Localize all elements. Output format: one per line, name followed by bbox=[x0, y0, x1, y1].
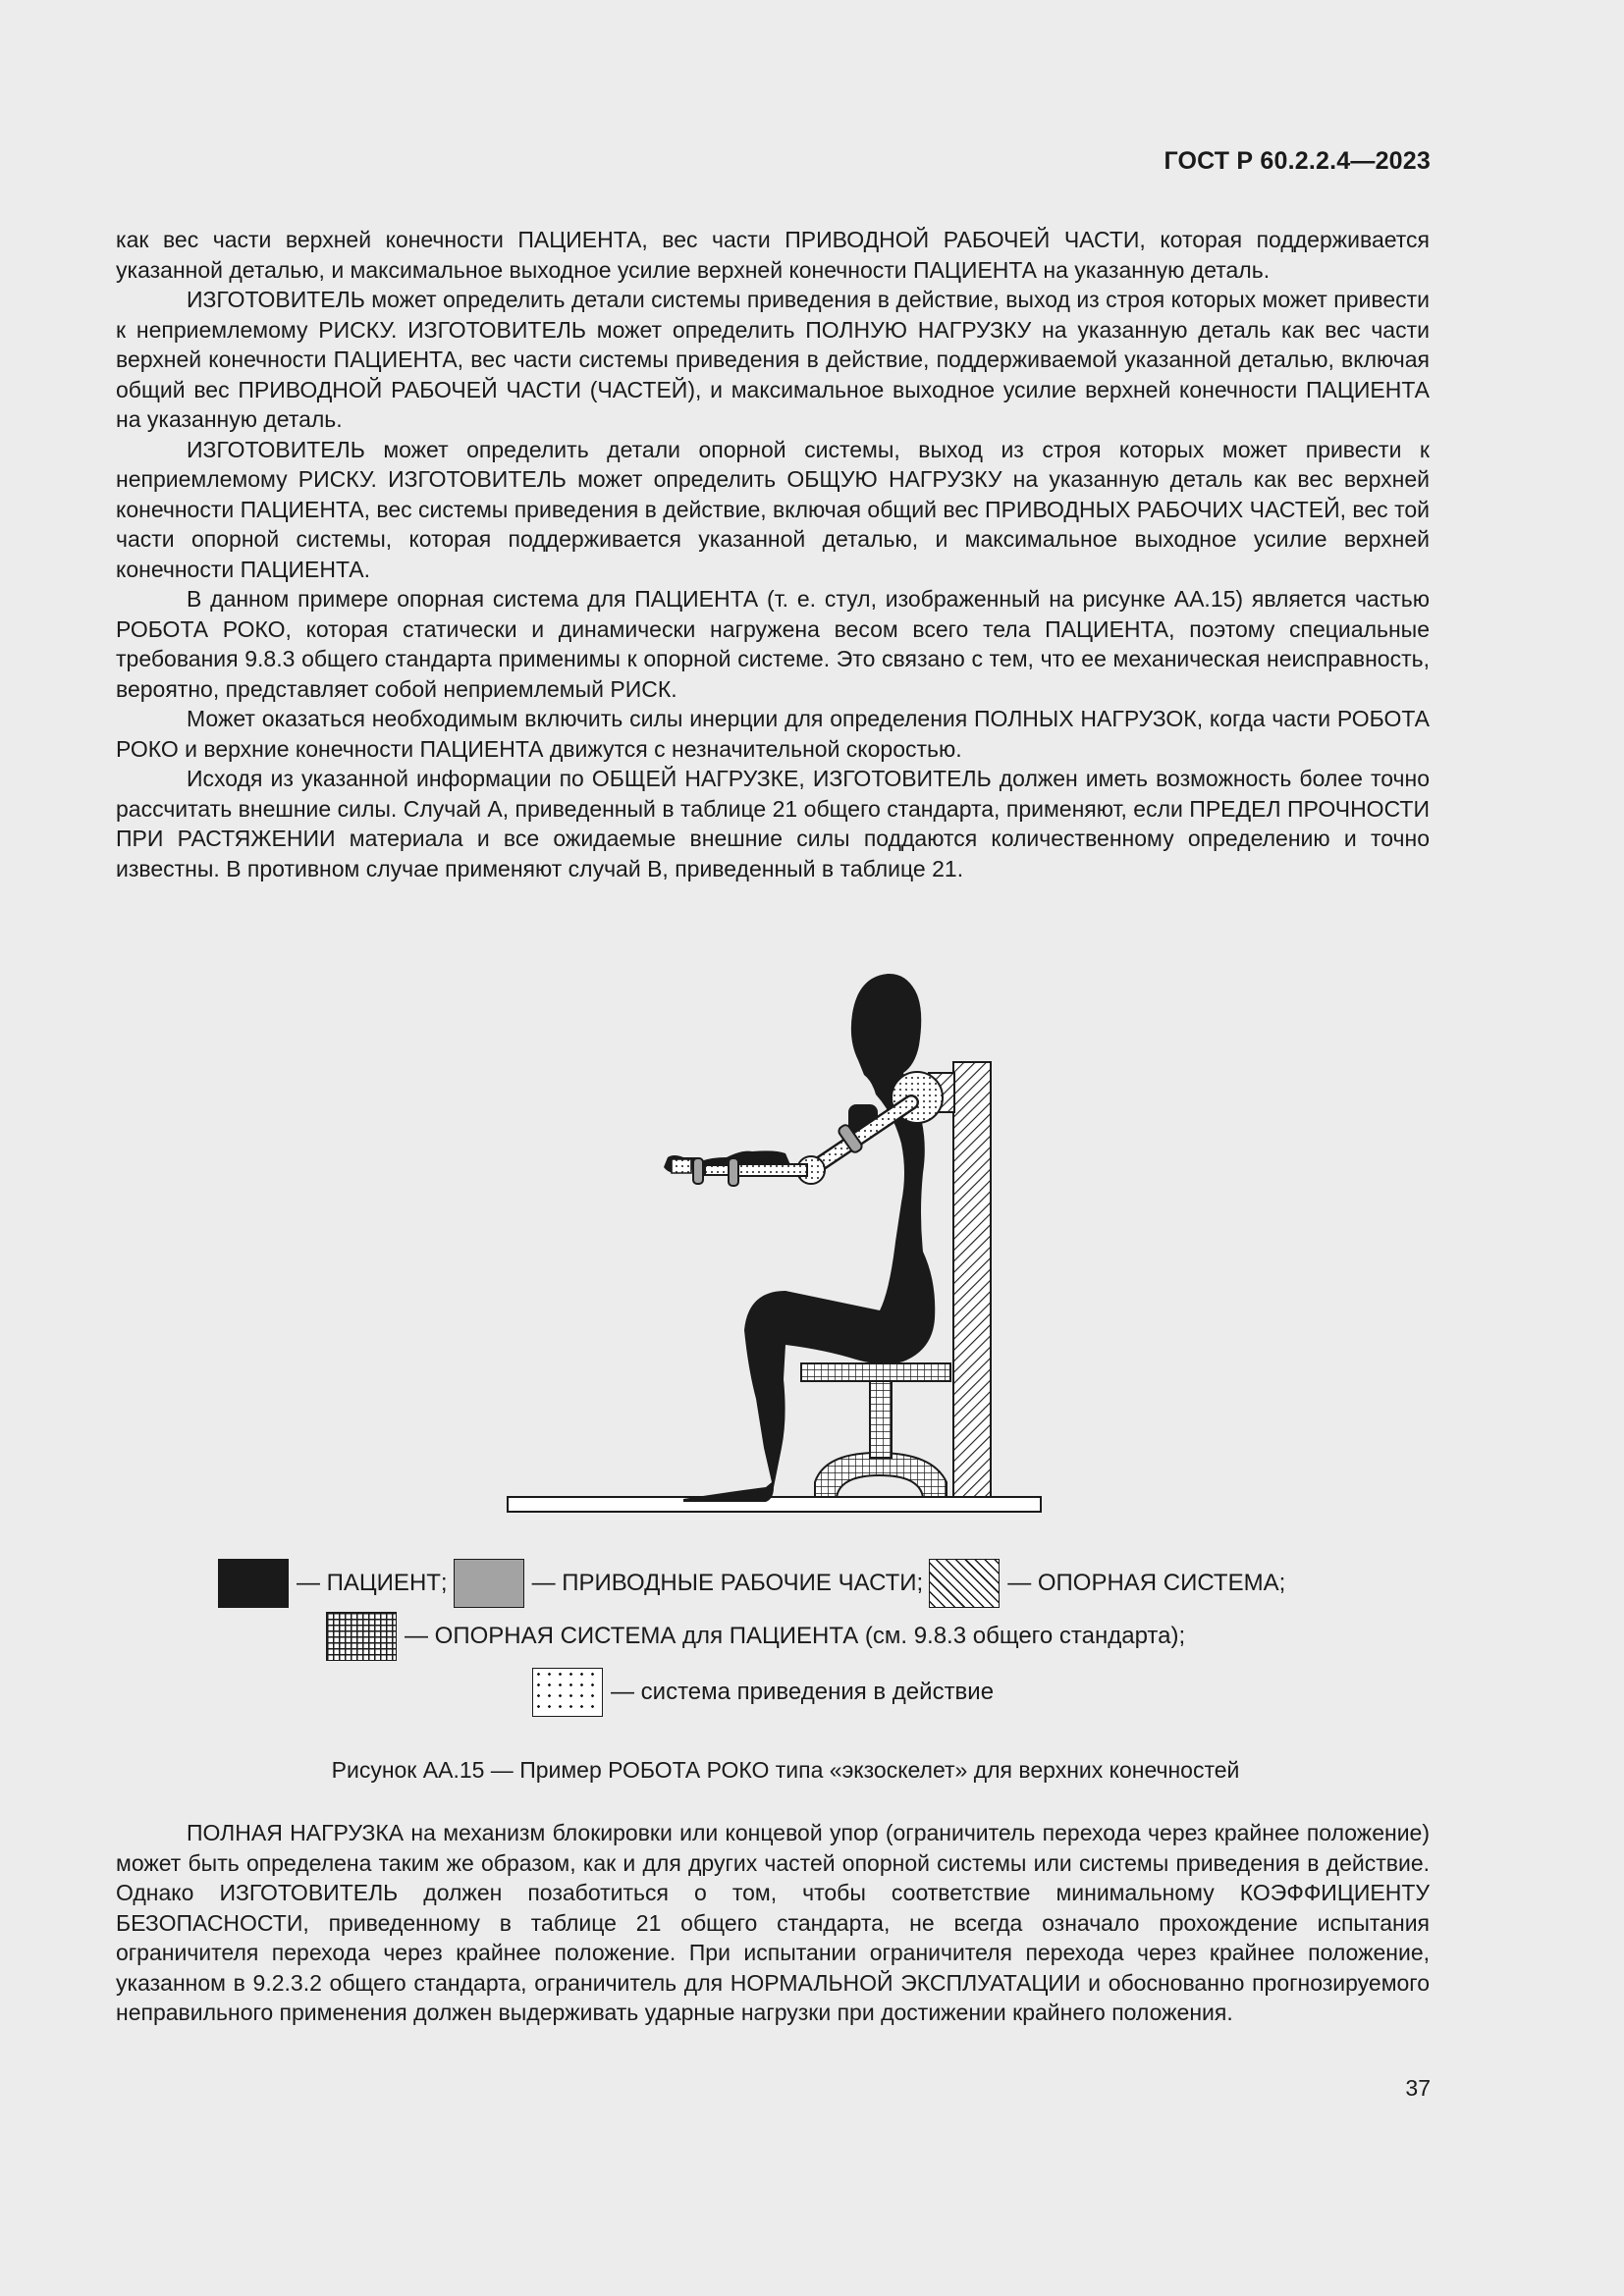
legend-label-drive-parts: — ПРИВОДНЫЕ РАБОЧИЕ ЧАСТИ; bbox=[531, 1570, 924, 1596]
paragraph: ИЗГОТОВИТЕЛЬ может определить детали системы приведения в действие, выход из строя которых может привести к неприемлемому РИСКУ. ИЗГОТОВИТЕЛЬ может определить ПОЛНУЮ НАГРУЗКУ на указанную деталь как вес части верхней конечности ПАЦИЕНТА, вес части системы приведения в действие, поддерживаемой указанной деталью, включая общий вес ПРИВОДНОЙ РАБОЧЕЙ ЧАСТИ (ЧАСТЕЙ), и максимальное выходное усилие верхней конечности ПАЦИЕНТА на указанную деталь. bbox=[116, 287, 1430, 432]
chair-seat bbox=[801, 1363, 950, 1381]
legend-swatch-drive-parts bbox=[454, 1559, 524, 1608]
paragraph: как вес части верхней конечности ПАЦИЕНТА, вес части ПРИВОДНОЙ РАБОЧЕЙ ЧАСТИ, которая поддерживается указанной деталью, и максимальное выходное усилие верхней конечности ПАЦИЕНТА на указанную деталь. bbox=[116, 227, 1430, 283]
legend-swatch-actuation-system bbox=[532, 1668, 603, 1717]
legend-row-2 bbox=[326, 1612, 1185, 1661]
standard-designation: ГОСТ Р 60.2.2.4—2023 bbox=[1164, 147, 1431, 175]
legend-swatch-patient-support bbox=[326, 1612, 397, 1661]
floor bbox=[508, 1497, 1041, 1512]
paragraph: Может оказаться необходимым включить силы инерции для определения ПОЛНЫХ НАГРУЗОК, когда части РОБОТА РОКО и верхние конечности ПАЦИЕНТА движутся с незначительной скоростью. bbox=[116, 706, 1430, 762]
paragraph: Исходя из указанной информации по ОБЩЕЙ НАГРУЗКЕ, ИЗГОТОВИТЕЛЬ должен иметь возможность более точно рассчитать внешние силы. Случай А, приведенный в таблице 21 общего стандарта, применяют, если ПРЕДЕЛ ПРОЧНОСТИ ПРИ РАСТЯЖЕНИИ материала и все ожидаемые внешние силы поддаются количественному определению и точно известны. В противном случае применяют случай В, приведенный в таблице 21. bbox=[116, 766, 1430, 881]
body-text-top bbox=[116, 225, 1430, 883]
patient-silhouette bbox=[664, 974, 935, 1502]
exoskeleton-figure bbox=[491, 957, 1080, 1531]
chair-base bbox=[815, 1453, 947, 1497]
legend-label-patient-support: — ОПОРНАЯ СИСТЕМА для ПАЦИЕНТА (см. 9.8.3 общего стандарта); bbox=[405, 1623, 1186, 1649]
legend-row-3 bbox=[532, 1668, 994, 1717]
legend-label-patient: — ПАЦИЕНТ; bbox=[297, 1570, 448, 1596]
legend-label-actuation-system: — система приведения в действие bbox=[611, 1679, 995, 1705]
legend-swatch-support-system bbox=[929, 1559, 1000, 1608]
paragraph: ПОЛНАЯ НАГРУЗКА на механизм блокировки или концевой упор (ограничитель перехода через крайнее положение) может быть определена таким же образом, как и для других частей опорной системы или системы приведения в действие. Однако ИЗГОТОВИТЕЛЬ должен позаботиться о том, чтобы соответствие минимальному КОЭФФИЦИЕНТУ БЕЗОПАСНОСТИ, приведенному в таблице 21 общего стандарта, не всегда означало прохождение испытания ограничителя перехода через крайнее положение. При испытании ограничителя перехода через крайнее положение, указанном в 9.2.3.2 общего стандарта, ограничитель для НОРМАЛЬНОЙ ЭКСПЛУАТАЦИИ и обоснованно прогнозируемого неправильного применения должен выдерживать ударные нагрузки при достижении крайнего положения. bbox=[116, 1820, 1430, 2025]
paragraph: ИЗГОТОВИТЕЛЬ может определить детали опорной системы, выход из строя которых может привести к неприемлемому РИСКУ. ИЗГОТОВИТЕЛЬ может определить ОБЩУЮ НАГРУЗКУ на указанную деталь как вес верхней конечности ПАЦИЕНТА, вес системы приведения в действие, включая общий вес ПРИВОДНЫХ РАБОЧИХ ЧАСТЕЙ, вес той части опорной системы, которая поддерживается указанной деталью, и максимальное выходное усилие верхней конечности ПАЦИЕНТА. bbox=[116, 436, 1430, 582]
chair-post bbox=[870, 1369, 892, 1458]
page-number: 37 bbox=[1405, 2075, 1431, 2101]
body-text-bottom bbox=[116, 1818, 1430, 2028]
legend-row-1 bbox=[218, 1559, 1285, 1608]
legend-label-support-system: — ОПОРНАЯ СИСТЕМА; bbox=[1007, 1570, 1286, 1596]
support-backrest bbox=[953, 1062, 991, 1497]
paragraph: В данном примере опорная система для ПАЦИЕНТА (т. е. стул, изображенный на рисунке АА.15) является частью РОБОТА РОКО, которая статически и динамически нагружена весом всего тела ПАЦИЕНТА, поэтому специальные требования 9.8.3 общего стандарта применимы к опорной системе. Это связано с тем, что ее механическая неисправность, вероятно, представляет собой неприемлемый РИСК. bbox=[116, 586, 1430, 702]
figure-caption: Рисунок АА.15 — Пример РОБОТА РОКО типа «экзоскелет» для верхних конечностей bbox=[331, 1757, 1240, 1783]
legend-swatch-patient bbox=[218, 1559, 289, 1608]
